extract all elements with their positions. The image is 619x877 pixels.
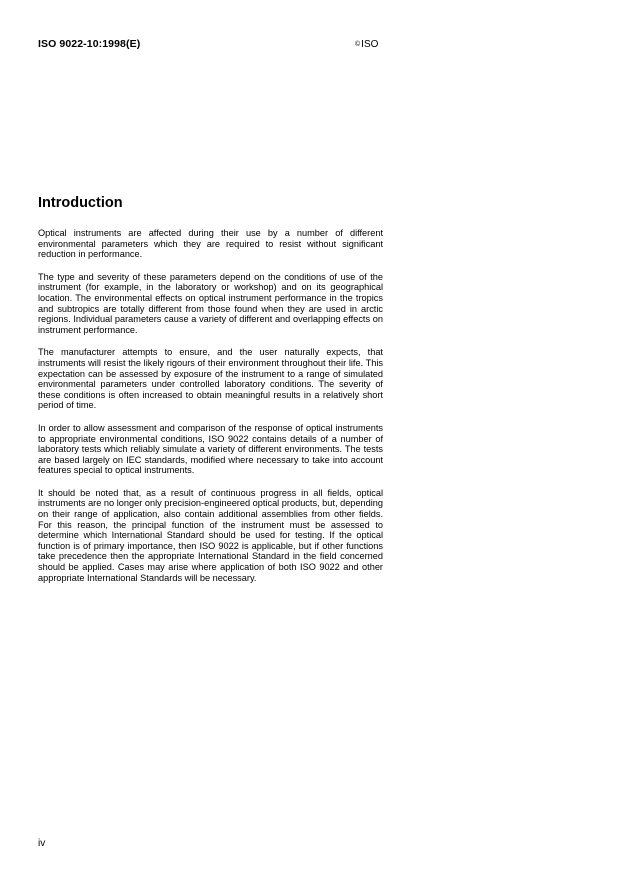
paragraph: The type and severity of these parameters depend on the conditions of use of the instrument (for example, in the laboratory or workshop) and on its geographical location. The environmental effects on optical instrument performance in the tropics and subtropics are totally different from those found when they are used in arctic regions. Individual parameters cause a variety of different and overlapping effects on instrument performance. <box>38 271 383 335</box>
paragraph: In order to allow assessment and comparison of the response of optical instruments to appropriate environmental conditions, ISO 9022 contains details of a number of laboratory tests which reliably simulate a variety of different environments. The tests are based largely on IEC standards, modified where necessary to take into account features special to optical instruments. <box>38 422 383 476</box>
paragraph: The manufacturer attempts to ensure, and the user naturally expects, that instruments will resist the likely rigours of their environment throughout their life. This expectation can be assessed by exposure of the instrument to a range of simulated environmental parameters under controlled laboratory conditions. The severity of these conditions is often increased to obtain meaningful results in a relatively short period of time. <box>38 347 383 411</box>
paragraph: Optical instruments are affected during their use by a number of different environmental parameters which they are required to resist without significant reduction in performance. <box>38 228 383 260</box>
paragraph: It should be noted that, as a result of continuous progress in all fields, optical instruments are no longer only precision-engineered optical products, but, depending on their range of application, also contain additional assemblies from other fields. For this reason, the principal function of the instrument must be assessed to determine which International Standard should be used for testing. If the optical function is of primary importance, then ISO 9022 is applicable, but if other functions take precedence then the appropriate International Standard in the field concerned should be applied. Cases may arise where application of both ISO 9022 and other appropriate International Standards will be necessary. <box>38 487 383 583</box>
page-number: iv <box>38 838 46 849</box>
copyright-symbol: © <box>355 41 361 48</box>
document-id: ISO 9022-10:1998(E) <box>38 38 141 50</box>
copyright-organization: ISO <box>361 39 379 50</box>
copyright-notice <box>355 39 378 50</box>
section-title: Introduction <box>38 195 123 211</box>
section-body <box>38 228 383 595</box>
